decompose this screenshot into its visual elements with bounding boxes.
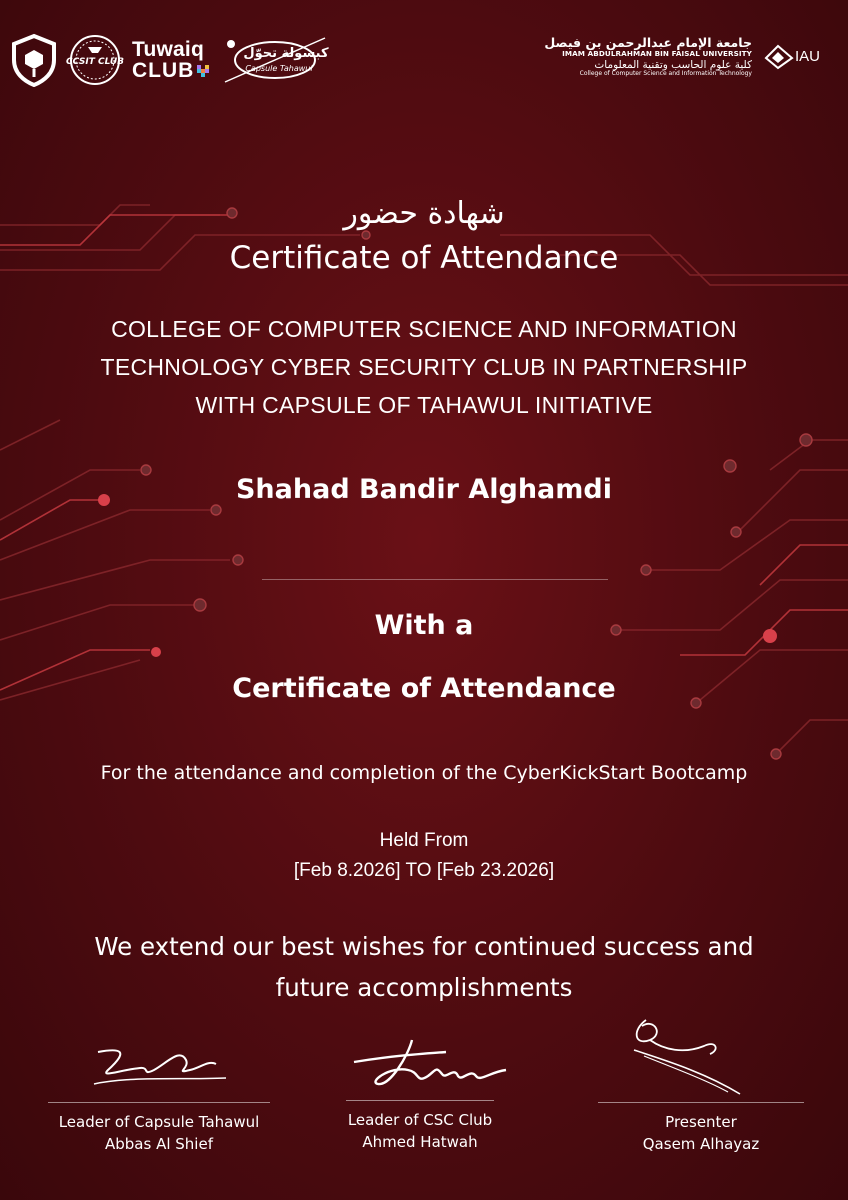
signature-block-1 xyxy=(48,1102,270,1155)
shield-logo xyxy=(10,33,58,87)
name-divider xyxy=(262,579,608,580)
university-block xyxy=(544,36,820,78)
wishes-text xyxy=(0,926,848,1008)
university-name-ar: جامعة الإمام عبدالرحمن بن فيصل xyxy=(544,35,752,50)
signature-capsule-leader xyxy=(90,1040,230,1096)
iau-logo xyxy=(764,44,820,70)
signature-block-3 xyxy=(598,1102,804,1155)
award-title: Certificate of Attendance xyxy=(232,673,616,704)
title-english: Certificate of Attendance xyxy=(229,240,619,276)
organizer-line: TECHNOLOGY CYBER SECURITY CLUB IN PARTNERSHIP xyxy=(100,354,748,380)
signature-presenter xyxy=(624,1010,754,1100)
ccsit-club-text: CCSIT CLUB xyxy=(65,57,124,67)
signature-block-2 xyxy=(346,1100,494,1153)
signature-line xyxy=(598,1102,804,1103)
wishes-line: We extend our best wishes for continued success and xyxy=(94,932,754,961)
tuwaiq-text: Tuwaiq xyxy=(132,38,204,61)
capsule-ar-text: كبسولة تحوّل xyxy=(243,46,329,61)
iau-emblem-icon xyxy=(764,44,794,70)
tuwaiq-club-logo xyxy=(132,39,209,81)
signature-csc-leader xyxy=(350,1036,510,1094)
signature-name: Ahmed Hatwah xyxy=(362,1133,478,1151)
signature-line xyxy=(48,1102,270,1103)
held-dates xyxy=(0,826,848,886)
pixel-icon xyxy=(197,65,209,77)
partner-logos xyxy=(10,28,331,92)
signature-role: Leader of CSC Club xyxy=(347,1111,493,1129)
ccsit-club-logo xyxy=(65,33,124,87)
organizer-line: COLLEGE OF COMPUTER SCIENCE AND INFORMATION xyxy=(111,316,737,342)
signature-line xyxy=(346,1100,494,1101)
with-a-text: With a xyxy=(374,610,474,641)
club-text: CLUB xyxy=(132,59,195,82)
wishes-line: future accomplishments xyxy=(275,973,573,1002)
date-range: [Feb 8.2026] TO [Feb 23.2026] xyxy=(293,860,555,881)
iau-text: IAU xyxy=(794,48,820,66)
held-from-label: Held From xyxy=(379,830,469,851)
university-names xyxy=(544,36,752,78)
signature-role: Leader of Capsule Tahawul xyxy=(58,1113,260,1131)
recipient-name: Shahad Bandir Alghamdi xyxy=(235,474,612,505)
title-arabic: شهادة حضور xyxy=(343,196,505,231)
shield-icon xyxy=(10,33,58,87)
college-name-ar: كلية علوم الحاسب وتقنية المعلومات xyxy=(594,58,752,71)
organizer-line: WITH CAPSULE OF TAHAWUL INITIATIVE xyxy=(195,392,653,418)
college-name-en: College of Computer Science and Information Technology xyxy=(579,69,752,77)
capsule-en-text: Capsule Tahawul xyxy=(245,64,313,73)
university-name-en: IMAM ABDULRAHMAN BIN FAISAL UNIVERSITY xyxy=(562,49,752,59)
organizer-text xyxy=(0,310,848,424)
signature-role: Presenter xyxy=(665,1113,737,1131)
capsule-tahawul-logo xyxy=(219,32,331,88)
signature-name: Qasem Alhayaz xyxy=(642,1135,760,1153)
purpose-text: For the attendance and completion of the CyberKickStart Bootcamp xyxy=(100,762,748,784)
signature-name: Abbas Al Shief xyxy=(105,1135,213,1153)
